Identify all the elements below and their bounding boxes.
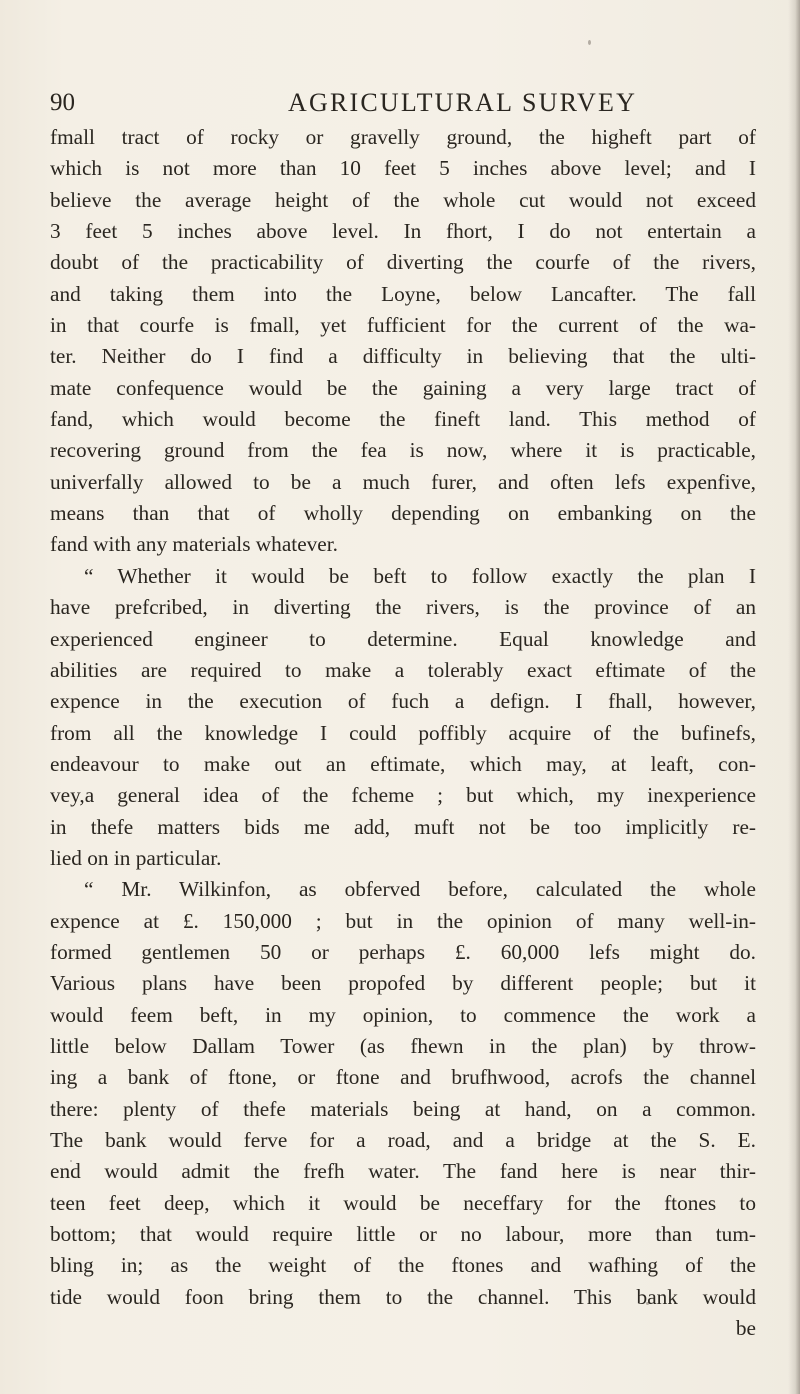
paper-speck <box>646 1302 649 1305</box>
text-line: tide would foon bring them to the channel. This bank would <box>50 1284 756 1309</box>
text-line: fand, which would become the fineft land. This method of <box>50 407 756 432</box>
text-line: Various plans have been propofed by different people; but it <box>50 971 756 996</box>
text-line: in that courfe is fmall, yet fufficient for the current of the wa- <box>50 313 756 338</box>
text-line: formed gentlemen 50 or perhaps £. 60,000 lefs might do. <box>50 939 756 964</box>
text-line: abilities are required to make a tolerably exact eftimate of the <box>50 657 756 682</box>
text-line: expence at £. 150,000 ; but in the opinion of many well-in- <box>50 908 756 933</box>
text-line: fmall tract of rocky or gravelly ground, the higheft part of <box>50 125 756 149</box>
text-line: univerfally allowed to be a much furer, and often lefs expenfive, <box>50 469 756 494</box>
paper-speck <box>70 1160 72 1162</box>
page-number: 90 <box>50 89 75 116</box>
catchword: be <box>735 1316 756 1341</box>
text-line: and taking them into the Loyne, below Lancafter. The fall <box>50 281 756 306</box>
text-line: recovering ground from the fea is now, where it is practicable, <box>50 438 756 463</box>
text-line: 3 feet 5 inches above level. In fhort, I do not entertain a <box>50 219 756 244</box>
text-line: end would admit the frefh water. The fand here is near thir- <box>50 1159 756 1184</box>
text-line: bling in; as the weight of the ftones and wafhing of the <box>50 1253 756 1278</box>
text-line: doubt of the practicability of diverting the courfe of the rivers, <box>50 250 756 275</box>
text-line: believe the average height of the whole cut would not exceed <box>50 187 756 212</box>
text-line: “ Mr. Wilkinfon, as obferved before, calculated the whole <box>84 877 756 902</box>
text-line: mate confequence would be the gaining a very large tract of <box>50 375 756 400</box>
text-line: from all the knowledge I could poffibly acquire of the bufinefs, <box>50 720 756 745</box>
text-line: ing a bank of ftone, or ftone and brufhwood, acrofs the channel <box>50 1065 756 1090</box>
text-line: “ Whether it would be beft to follow exactly the plan I <box>84 563 756 588</box>
text-line: which is not more than 10 feet 5 inches above level; and I <box>50 156 756 181</box>
text-line: teen feet deep, which it would be neceffary for the ftones to <box>50 1190 756 1215</box>
text-line: would feem beft, in my opinion, to commence the work a <box>50 1002 756 1027</box>
text-line: in thefe matters bids me add, muft not be too implicitly re- <box>50 814 756 839</box>
running-head: AGRICULTURAL SURVEY <box>288 88 638 117</box>
text-line: vey,a general idea of the fcheme ; but which, my inexperience <box>50 783 756 808</box>
paper-speck <box>588 40 591 45</box>
text-line: have prefcribed, in diverting the rivers, is the province of an <box>50 595 756 620</box>
page-edge-shadow <box>788 0 800 1394</box>
text-line: ter. Neither do I find a difficulty in believing that the ulti- <box>50 344 756 369</box>
text-line: expence in the execution of fuch a defign. I fhall, however, <box>50 689 756 714</box>
text-line: bottom; that would require little or no labour, more than tum- <box>50 1222 756 1247</box>
text-line: means than that of wholly depending on embanking on the <box>50 501 756 526</box>
page-header <box>50 88 750 124</box>
text-line: fand with any materials whatever. <box>50 532 338 557</box>
text-line: there: plenty of thefe materials being at hand, on a common. <box>50 1096 756 1121</box>
text-line: endeavour to make out an eftimate, which may, at leaft, con- <box>50 751 756 776</box>
body-text <box>50 122 756 1344</box>
text-line: lied on in particular. <box>50 845 222 870</box>
text-line: experienced engineer to determine. Equal knowledge and <box>50 626 756 651</box>
text-line: little below Dallam Tower (as fhewn in the plan) by throw- <box>50 1033 756 1058</box>
text-line: The bank would ferve for a road, and a bridge at the S. E. <box>50 1128 756 1152</box>
